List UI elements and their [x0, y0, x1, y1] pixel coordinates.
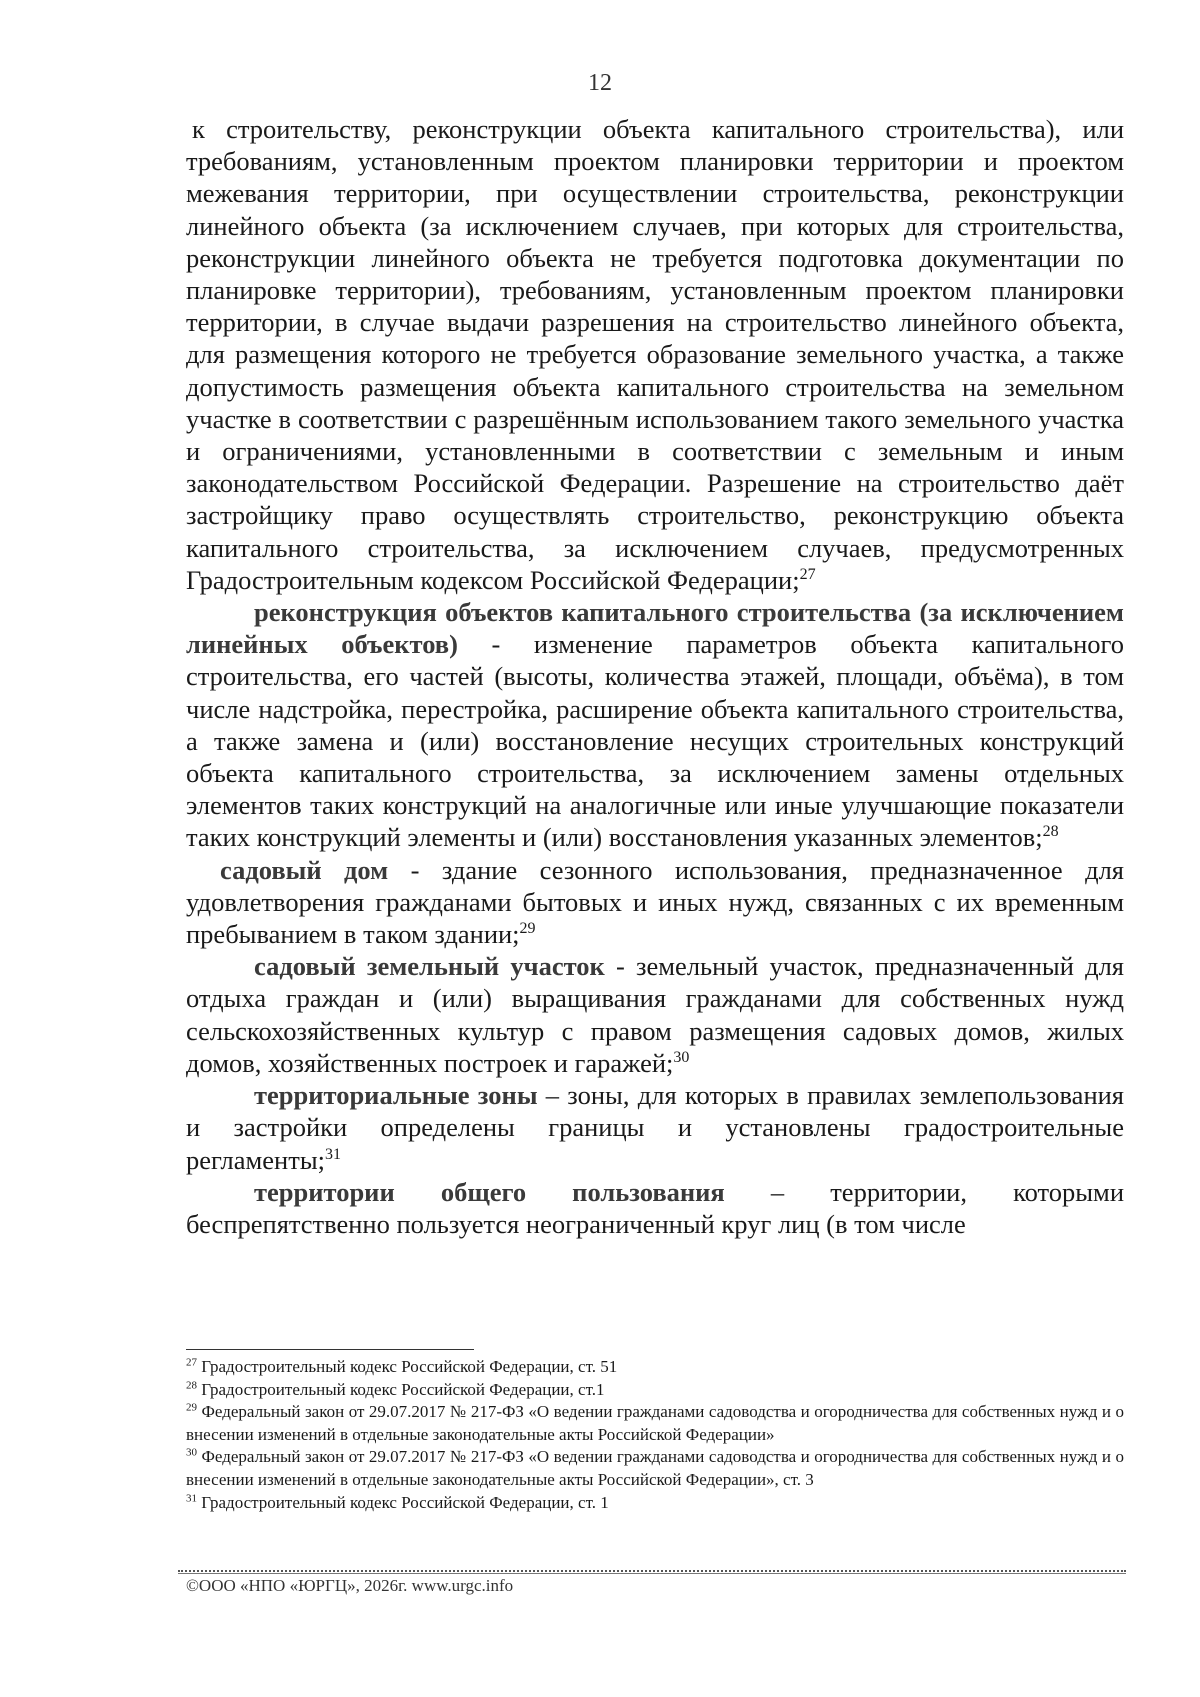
footer-divider-line	[178, 1573, 1126, 1574]
definition-term: реконструкция объектов капитального строительства (за исключением линейных объектов)	[186, 597, 1124, 660]
footnote	[186, 1379, 1124, 1402]
definition-paragraph	[186, 1079, 1124, 1176]
footnote-number: 31	[186, 1491, 197, 1504]
definition-text: - изменение параметров объекта капитального строительства, его частей (высоты, количества этажей, площади, объёма), в том числе надстройка, перестройка, расширение объекта капитального строительства, а также замена и (или) восстановление несущих строительных конструкций объекта капитального строительства, за исключением замены отдельных элементов таких конструкций на аналогичные или иные улучшающие показатели таких конструкций элементы и (или) восстановления указанных элементов;	[186, 629, 1124, 853]
definition-text: – территории, которыми беспрепятственно пользуется неограниченный круг лиц (в том числе	[186, 1176, 1124, 1239]
footnote	[186, 1492, 1124, 1515]
footnote-ref[interactable]: 28	[1042, 823, 1059, 841]
definition-paragraph	[186, 950, 1124, 1079]
definition-term: садовый земельный участок	[254, 951, 605, 982]
footnote-text: Градостроительный кодекс Российской Федерации, ст. 1	[197, 1492, 609, 1512]
definition-text: – зоны, для которых в правилах землепользования и застройки определены границы и установлены градостроительные регламенты;	[186, 1080, 1124, 1175]
paragraph-continuation	[186, 113, 1124, 596]
definition-paragraph	[186, 854, 1124, 951]
paragraph-text: к строительству, реконструкции объекта капитального строительства), или требованиям, установленным проектом планировки территории и проектом межевания территории, при осуществлении строительства, реконструкции линейного объекта (за исключением случаев, при которых для строительства, реконструкции линейного объекта не требуется подготовка документации по планировке территории), требованиям, установленным проектом планировки территории, в случае выдачи разрешения на строительство линейного объекта, для размещения которого не требуется образование земельного участка, а также допустимость размещения объекта капитального строительства на земельном участке в соответствии с разрешённым использованием такого земельного участка и ограничениями, установленными в соответствии с земельным и иным законодательством Российской Федерации. Разрешение на строительство даёт застройщику право осуществлять строительство, реконструкцию объекта капитального строительства, за исключением случаев, предусмотренных Градостроительным кодексом Российской Федерации;	[186, 114, 1124, 595]
definition-paragraph	[186, 1176, 1124, 1240]
footnote-ref[interactable]: 27	[799, 566, 816, 584]
footnote-number: 29	[186, 1401, 197, 1414]
page-number: 12	[588, 70, 612, 96]
footnote	[186, 1356, 1124, 1379]
definition-text: - здание сезонного использования, предназначенное для удовлетворения гражданами бытовых и иных нужд, связанных с их временным пребыванием в таком здании;	[186, 854, 1124, 950]
definition-paragraph	[186, 596, 1124, 854]
footnote-number: 28	[186, 1378, 197, 1391]
definition-text: - земельный участок, предназначенный для отдыха граждан и (или) выращивания гражданами для собственных нужд сельскохозяйственных культур с правом размещения садовых домов, жилых домов, хозяйственных построек и гаражей;	[186, 951, 1125, 1078]
footnote-number: 30	[186, 1446, 197, 1459]
footnote-number: 27	[186, 1356, 197, 1369]
footnote	[186, 1446, 1124, 1491]
footnote-text: Градостроительный кодекс Российской Федерации, ст.1	[197, 1379, 605, 1399]
footnote-text: Федеральный закон от 29.07.2017 № 217-ФЗ «О ведении гражданами садоводства и огородничества для собственных нужд и о внесении изменений в отдельные законодательные акты Российской Федерации», ст. 3	[186, 1447, 1124, 1489]
footnote-text: Федеральный закон от 29.07.2017 № 217-ФЗ «О ведении гражданами садоводства и огородничества для собственных нужд и о внесении изменений в отдельные законодательные акты Российской Федерации»	[186, 1402, 1124, 1444]
footnote-ref[interactable]: 30	[673, 1049, 690, 1067]
footer-divider	[178, 1570, 1126, 1572]
footnote-text: Градостроительный кодекс Российской Федерации, ст. 51	[197, 1357, 618, 1376]
footnote-ref[interactable]: 31	[324, 1145, 341, 1163]
definition-term: территориальные зоны	[254, 1080, 538, 1111]
footer-copyright: ©ООО «НПО «ЮРГЦ», 2026г. www.urgc.info	[186, 1576, 514, 1595]
footnote	[186, 1401, 1124, 1446]
footnote-ref[interactable]: 29	[519, 920, 536, 938]
footnote-divider	[186, 1349, 474, 1350]
body-text	[186, 113, 1124, 1240]
definition-term: садовый дом	[220, 854, 389, 885]
footnotes	[186, 1356, 1124, 1514]
definition-term: территории общего пользования	[254, 1176, 725, 1207]
